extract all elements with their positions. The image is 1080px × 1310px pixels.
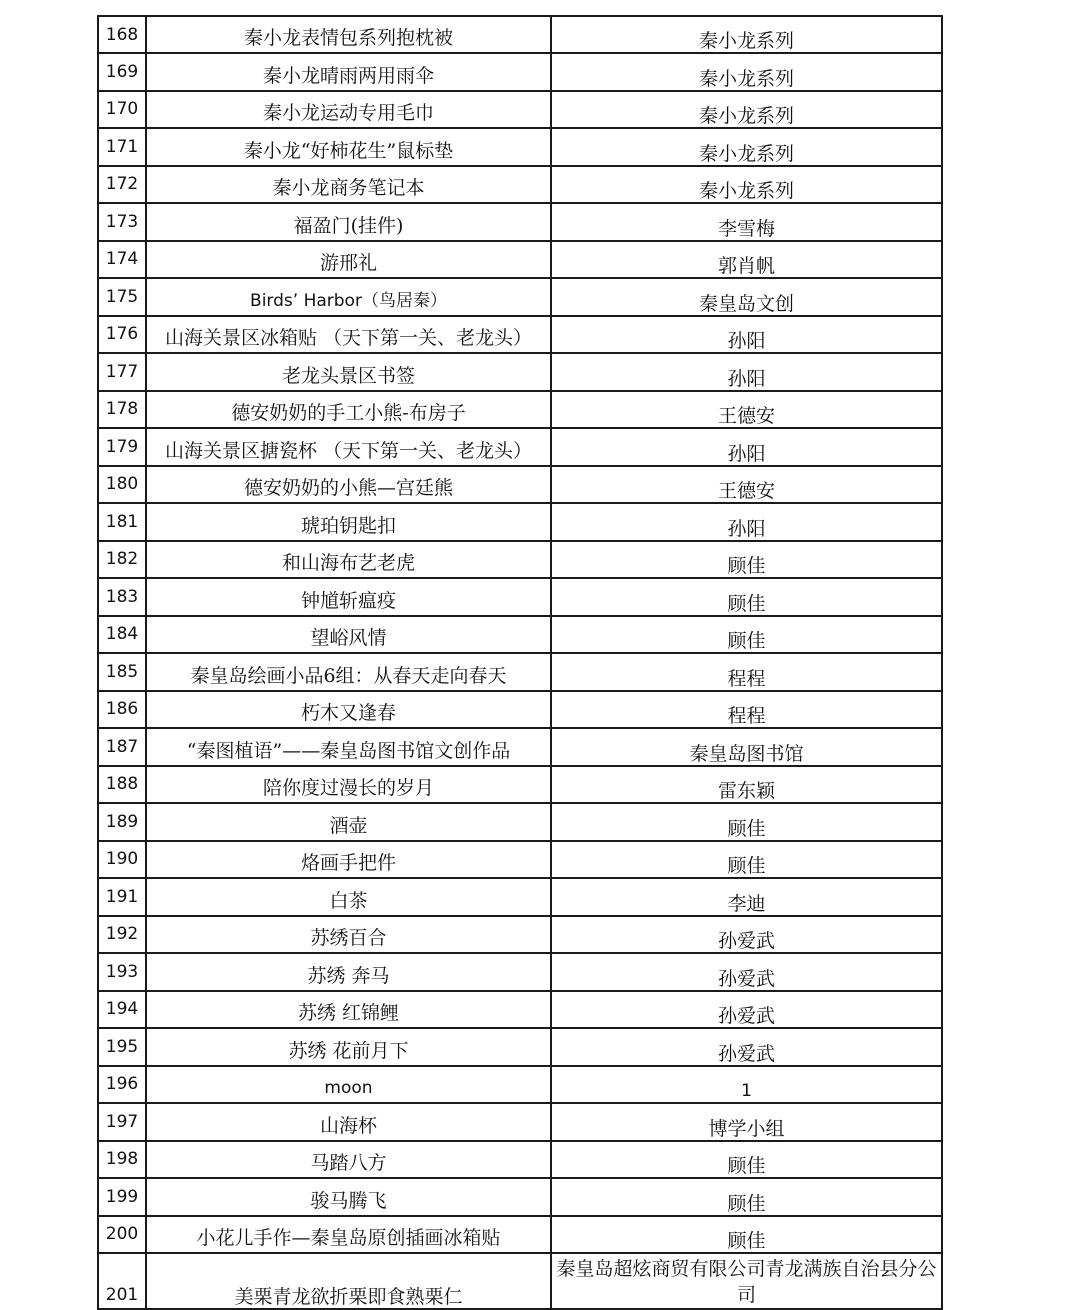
item-name: 苏绣 奔马 xyxy=(146,953,551,991)
row-number: 197 xyxy=(98,1103,146,1141)
item-owner: 孙阳 xyxy=(551,316,942,354)
table-row xyxy=(98,428,942,466)
item-owner: 秦小龙系列 xyxy=(551,16,942,53)
item-owner: 秦皇岛超炫商贸有限公司青龙满族自治县分公司 xyxy=(551,1253,942,1309)
row-number: 168 xyxy=(98,16,146,53)
item-owner: 秦皇岛文创 xyxy=(551,278,942,316)
item-owner: 1 xyxy=(551,1066,942,1104)
row-number: 190 xyxy=(98,841,146,879)
table-row xyxy=(98,316,942,354)
item-owner: 李迪 xyxy=(551,878,942,916)
row-number: 175 xyxy=(98,278,146,316)
item-name: 和山海布艺老虎 xyxy=(146,541,551,579)
table-row xyxy=(98,1216,942,1254)
item-owner: 王德安 xyxy=(551,466,942,504)
row-number: 180 xyxy=(98,466,146,504)
item-owner: 雷东颖 xyxy=(551,766,942,804)
row-number: 183 xyxy=(98,578,146,616)
item-owner: 秦小龙系列 xyxy=(551,166,942,204)
item-owner: 顾佳 xyxy=(551,616,942,654)
item-name: 德安奶奶的小熊—宫廷熊 xyxy=(146,466,551,504)
item-name: 山海关景区冰箱贴 （天下第一关、老龙头） xyxy=(146,316,551,354)
item-owner: 孙阳 xyxy=(551,503,942,541)
table-row xyxy=(98,578,942,616)
row-number: 193 xyxy=(98,953,146,991)
entries-table xyxy=(97,15,943,1310)
item-name: 小花儿手作—秦皇岛原创插画冰箱贴 xyxy=(146,1216,551,1254)
item-name: 秦小龙表情包系列抱枕被 xyxy=(146,16,551,53)
item-name: 老龙头景区书签 xyxy=(146,353,551,391)
table-row xyxy=(98,391,942,429)
table-row xyxy=(98,841,942,879)
item-name: 钟馗斩瘟疫 xyxy=(146,578,551,616)
item-owner: 郭肖帆 xyxy=(551,241,942,279)
item-name: 酒壶 xyxy=(146,803,551,841)
item-owner: 秦小龙系列 xyxy=(551,53,942,91)
item-owner: 顾佳 xyxy=(551,841,942,879)
item-owner: 顾佳 xyxy=(551,803,942,841)
table-row xyxy=(98,166,942,204)
table-row xyxy=(98,16,942,53)
item-owner: 秦小龙系列 xyxy=(551,128,942,166)
table-row xyxy=(98,616,942,654)
table-row xyxy=(98,878,942,916)
item-owner: 秦皇岛图书馆 xyxy=(551,728,942,766)
table-row xyxy=(98,91,942,129)
table-row xyxy=(98,1066,942,1104)
item-name: 山海杯 xyxy=(146,1103,551,1141)
row-number: 199 xyxy=(98,1178,146,1216)
row-number: 200 xyxy=(98,1216,146,1254)
row-number: 194 xyxy=(98,991,146,1029)
item-name: 马踏八方 xyxy=(146,1141,551,1179)
item-name: 望峪风情 xyxy=(146,616,551,654)
table-row xyxy=(98,766,942,804)
item-owner: 孙爱武 xyxy=(551,916,942,954)
table-row xyxy=(98,203,942,241)
item-owner: 顾佳 xyxy=(551,1216,942,1254)
item-owner: 顾佳 xyxy=(551,1178,942,1216)
item-owner: 孙阳 xyxy=(551,428,942,466)
row-number: 177 xyxy=(98,353,146,391)
item-name: 山海关景区搪瓷杯 （天下第一关、老龙头） xyxy=(146,428,551,466)
item-owner: 程程 xyxy=(551,691,942,729)
table-row xyxy=(98,653,942,691)
item-name: 烙画手把件 xyxy=(146,841,551,879)
table-row xyxy=(98,278,942,316)
table-row xyxy=(98,1103,942,1141)
item-name: 福盈门(挂件) xyxy=(146,203,551,241)
table-row xyxy=(98,1253,942,1309)
item-owner: 孙爱武 xyxy=(551,953,942,991)
table-row xyxy=(98,466,942,504)
item-name: 陪你度过漫长的岁月 xyxy=(146,766,551,804)
table-row xyxy=(98,1028,942,1066)
item-name: 苏绣 红锦鲤 xyxy=(146,991,551,1029)
row-number: 181 xyxy=(98,503,146,541)
item-name: “秦图植语”——秦皇岛图书馆文创作品 xyxy=(146,728,551,766)
item-owner: 顾佳 xyxy=(551,541,942,579)
item-name: 朽木又逢春 xyxy=(146,691,551,729)
table-row xyxy=(98,991,942,1029)
row-number: 192 xyxy=(98,916,146,954)
item-owner: 王德安 xyxy=(551,391,942,429)
table-row xyxy=(98,241,942,279)
row-number: 174 xyxy=(98,241,146,279)
item-owner: 博学小组 xyxy=(551,1103,942,1141)
item-name: 苏绣百合 xyxy=(146,916,551,954)
table-row xyxy=(98,128,942,166)
table-row xyxy=(98,691,942,729)
item-owner: 李雪梅 xyxy=(551,203,942,241)
row-number: 169 xyxy=(98,53,146,91)
item-name: 秦皇岛绘画小品6组：从春天走向春天 xyxy=(146,653,551,691)
item-name: 德安奶奶的手工小熊-布房子 xyxy=(146,391,551,429)
table-row xyxy=(98,803,942,841)
entries-table-body xyxy=(98,16,942,1309)
table-row xyxy=(98,953,942,991)
row-number: 195 xyxy=(98,1028,146,1066)
row-number: 198 xyxy=(98,1141,146,1179)
row-number: 184 xyxy=(98,616,146,654)
item-name: 游邢礼 xyxy=(146,241,551,279)
item-owner: 顾佳 xyxy=(551,578,942,616)
row-number: 186 xyxy=(98,691,146,729)
item-name: 美栗青龙欲折栗即食熟栗仁 xyxy=(146,1253,551,1309)
item-name: 苏绣 花前月下 xyxy=(146,1028,551,1066)
row-number: 201 xyxy=(98,1253,146,1309)
table-row xyxy=(98,541,942,579)
item-name: 骏马腾飞 xyxy=(146,1178,551,1216)
item-owner: 秦小龙系列 xyxy=(551,91,942,129)
item-name: 秦小龙运动专用毛巾 xyxy=(146,91,551,129)
item-owner: 程程 xyxy=(551,653,942,691)
row-number: 188 xyxy=(98,766,146,804)
item-name: 秦小龙商务笔记本 xyxy=(146,166,551,204)
table-row xyxy=(98,503,942,541)
row-number: 170 xyxy=(98,91,146,129)
item-name: 白茶 xyxy=(146,878,551,916)
row-number: 179 xyxy=(98,428,146,466)
row-number: 172 xyxy=(98,166,146,204)
row-number: 191 xyxy=(98,878,146,916)
item-owner: 孙阳 xyxy=(551,353,942,391)
row-number: 178 xyxy=(98,391,146,429)
row-number: 187 xyxy=(98,728,146,766)
item-name: moon xyxy=(146,1066,551,1104)
row-number: 182 xyxy=(98,541,146,579)
table-row xyxy=(98,1178,942,1216)
row-number: 189 xyxy=(98,803,146,841)
row-number: 176 xyxy=(98,316,146,354)
table-row xyxy=(98,1141,942,1179)
item-owner: 孙爱武 xyxy=(551,991,942,1029)
row-number: 173 xyxy=(98,203,146,241)
item-owner: 孙爱武 xyxy=(551,1028,942,1066)
table-row xyxy=(98,916,942,954)
row-number: 185 xyxy=(98,653,146,691)
item-owner: 顾佳 xyxy=(551,1141,942,1179)
row-number: 196 xyxy=(98,1066,146,1104)
item-name: 琥珀钥匙扣 xyxy=(146,503,551,541)
table-row xyxy=(98,353,942,391)
item-name: 秦小龙晴雨两用雨伞 xyxy=(146,53,551,91)
item-name: 秦小龙“好柿花生”鼠标垫 xyxy=(146,128,551,166)
row-number: 171 xyxy=(98,128,146,166)
table-row xyxy=(98,728,942,766)
table-row xyxy=(98,53,942,91)
item-name: Birds’ Harbor（鸟居秦） xyxy=(146,278,551,316)
